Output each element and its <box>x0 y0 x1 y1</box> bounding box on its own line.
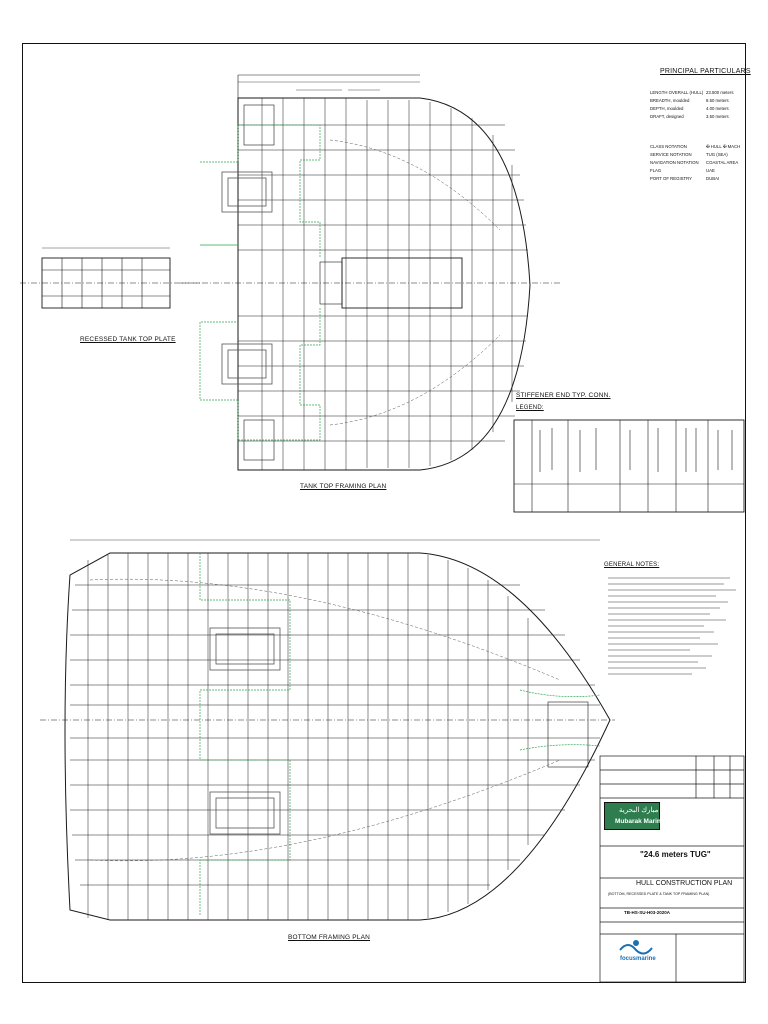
drawing-number: TB-HS-SU-H03-2020A <box>624 910 671 915</box>
recessed-plate-label: RECESSED TANK TOP PLATE <box>80 336 176 343</box>
drawing-title: HULL CONSTRUCTION PLAN <box>636 880 733 887</box>
class-key: SERVICE NOTATION <box>650 152 692 157</box>
class-value: TUG (SEA) <box>706 152 728 157</box>
stiffener-label: STIFFENER END TYP. CONN. <box>516 392 611 399</box>
dim-row: BREADTH, moulded <box>650 98 690 103</box>
dim-value: 4.00 meters <box>706 106 729 111</box>
tank-top-label: TANK TOP FRAMING PLAN <box>300 483 387 490</box>
dim-value: 3.50 meters <box>706 114 729 119</box>
class-value: COASTAL AREA <box>706 160 739 165</box>
class-value: ✠ HULL ✠ MACH <box>706 144 741 149</box>
class-key: FLAG <box>650 168 662 173</box>
company-name-en: Mubarak Marine <box>615 818 665 825</box>
class-key: PORT OF REGISTRY <box>650 176 693 181</box>
dim-row: DRAFT, designed <box>650 114 684 119</box>
general-notes-title: GENERAL NOTES: <box>604 562 660 568</box>
class-value: DUBAI <box>706 176 720 181</box>
designer-name: focusmarine <box>620 956 656 962</box>
dim-row: LENGTH OVERALL (HULL) <box>650 90 704 95</box>
drawing-subtitle: (BOTTOM, RECESSED PLATE & TANK TOP FRAMING PLAN) <box>608 892 710 896</box>
class-value: UAE <box>706 168 715 173</box>
principal-title: PRINCIPAL PARTICULARS <box>660 68 751 75</box>
dim-value: 8.50 meters <box>706 98 729 103</box>
class-key: CLASS NOTATION <box>650 144 687 149</box>
company-name-ar: مبارك البحرية <box>619 807 659 814</box>
project-name: "24.6 meters TUG" <box>640 850 711 859</box>
dim-value: 23.500 meters <box>706 90 734 95</box>
dim-row: DEPTH, moulded <box>650 106 684 111</box>
class-key: NAVIGATION NOTATION <box>650 160 699 165</box>
bottom-label: BOTTOM FRAMING PLAN <box>288 934 371 941</box>
legend-label: LEGEND: <box>516 405 544 411</box>
